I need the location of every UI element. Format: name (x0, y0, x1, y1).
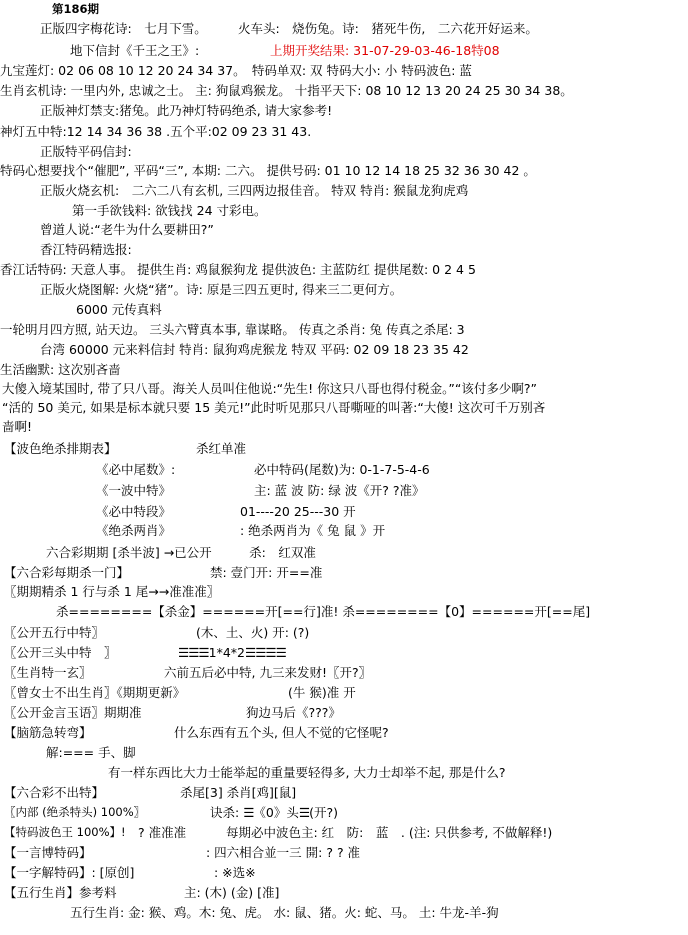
riddle-answer-1: 解:=== 手、脚 (46, 745, 136, 760)
five-element-title: 〖公开五行中特〗 (4, 625, 105, 640)
fax-title: 6000 元传真料 (76, 302, 162, 317)
kill-door-title: 【六合彩每期杀一门】 (4, 565, 130, 580)
tail-label: 《必中尾数》: (96, 462, 176, 477)
segment-label: 《必中特段》 (96, 504, 172, 519)
three-head-value-wrap (178, 644, 286, 661)
flat-envelope-title: 正版特平码信封: (40, 144, 132, 159)
inner-kill-label: 诀杀: (210, 805, 244, 820)
two-zodiac-label: 《绝杀两肖》 (96, 523, 172, 538)
wave-king-note: 每期必中波色主: 红 防: 蓝 . (注: 只供参考, 不做解释!) (226, 825, 553, 840)
character-title: 【一字解特码】: [原创] (4, 865, 135, 880)
zodiac-mystery-value: 六前五后必中特, 九三来发财!〖开?〗 (164, 665, 372, 680)
ms-zeng-value: (牛 猴)准 开 (288, 685, 356, 700)
one-wave-label: 《一波中特》 (96, 483, 172, 498)
wave-king-title: 【特码波色王 100%】! (4, 825, 126, 839)
three-head-value: 1*4*2 (208, 645, 245, 660)
taiwan-line: 台湾 60000 元来料信封 特肖: 鼠狗鸡虎猴龙 特双 平码: 02 09 18 23 35 42 (40, 342, 469, 357)
inner-kill-head: 《0》头 (253, 805, 299, 820)
humor-title: 生活幽默: 这次别吝啬 (0, 362, 121, 377)
kill-gold-line: 杀========【杀金】======开[==行]准! 杀========【0】======开[==尾] (56, 604, 591, 619)
one-wave-value: 主: 蓝 波 防: 绿 波《开? ?准》 (254, 483, 425, 498)
humor-line-2: “活的 50 美元, 如果是标本就只要 15 美元!”此时听见那只八哥嘶哑的叫著:“大傻! 这次可千万别吝 (2, 400, 546, 415)
element-zodiac-list: 五行生肖: 金: 猴、鸡。木: 兔、虎。 水: 鼠、猪。火: 蛇、马。 土: 牛龙-羊-狗 (70, 905, 499, 920)
no-special-value: 杀尾[3] 杀肖[鸡][鼠] (180, 785, 297, 800)
lamp-ban-line: 正版神灯禁支:猪兔。此乃神灯特码绝杀, 请大家参考! (40, 103, 333, 118)
no-special-title: 【六合彩不出特】 (4, 785, 105, 800)
inner-kill-title: 〖内部 (绝杀特头) 100%〗 (4, 805, 146, 819)
issue-number: 第186期 (52, 2, 100, 16)
last-result: 上期开奖结果: 31-07-29-03-46-18特08 (270, 43, 500, 58)
kill-door-value: 禁: 壹门开: 开==准 (210, 565, 323, 580)
riddle-question-2: 有一样东西比大力士能举起的重量要轻得多, 大力士却举不起, 那是什么? (108, 765, 506, 780)
humor-line-3: 啬啊! (2, 419, 33, 434)
bar-icon: ☰ (298, 805, 310, 820)
inner-kill-open: (开?) (309, 805, 338, 820)
bar-icon: ☰ (243, 805, 254, 820)
golden-words-value: 狗边马后《???》 (246, 705, 341, 720)
plum-poem-line: 正版四字梅花诗: 七月下雪。 火车头: 烧伤兔。诗: 猪死牛伤, 二六花开好运来。 (40, 21, 538, 36)
wave-kill-value: 杀红单准 (196, 441, 247, 456)
one-word-title: 【一言博特码】 (4, 845, 92, 860)
zodiac-mystery-title: 〖生肖特一玄〗 (4, 665, 92, 680)
one-word-value: : 四六相合並一三 開: ? ? 准 (206, 845, 361, 860)
element-zodiac-main: 主: (木) (金) [准] (184, 885, 280, 900)
humor-line-1: 大傻入境某国时, 带了只八哥。海关人员叫住他说:“先生! 你这只八哥也得付税金。”“该付多少啊?” (2, 381, 537, 396)
segment-value: 01----20 25---30 开 (240, 504, 356, 519)
fire-mystery-line: 正版火烧玄机: 二六二八有玄机, 三四两边报佳音。 特双 特肖: 猴鼠龙狗虎鸡 (40, 183, 469, 198)
lamp-five-line: 神灯五中特:12 14 34 36 38 .五个平:02 09 23 31 43. (0, 124, 312, 139)
wave-kill-title: 【波色绝杀排期表】 (4, 441, 117, 456)
xiangjiang-line: 香江话特码: 天意人事。 提供生肖: 鸡鼠猴狗龙 提供波色: 主蓝防红 提供尾数: 0 2 4 5 (0, 262, 476, 277)
five-element-value: (木、土、火) 开: (?) (196, 625, 310, 640)
xiangjiang-title: 香江特码精选报: (40, 242, 132, 257)
lotus-lamp-line: 九宝莲灯: 02 06 08 10 12 20 24 34 37。 特码单双: 双 特码大小: 小 特码波色: 蓝 (0, 63, 472, 78)
moon-line: 一轮明月四方照, 站天边。 三头六臂真本事, 靠谋略。 传真之杀肖: 兔 传真之杀尾: 3 (0, 322, 465, 337)
ms-zeng-title: 〖曾女士不出生肖〗《期期更新》 (4, 685, 186, 700)
special-wish-line: 特码心想要找个“催肥”, 平码“三”, 本期: 二六。 提供号码: 01 10 12 14 18 25 32 36 30 42 。 (0, 163, 536, 178)
first-hand-line: 第一手欲钱料: 欲钱找 24 寸彩电。 (72, 203, 267, 218)
bar-icon: ☰☰☰☰ (244, 645, 286, 660)
tail-value: 必中特码(尾数)为: 0-1-7-5-4-6 (254, 462, 430, 477)
element-zodiac-title: 【五行生肖】参考料 (4, 885, 117, 900)
character-value: : ※选※ (214, 865, 256, 880)
wave-king-value: ? 准准准 (138, 825, 187, 840)
envelope-title: 地下信封《千王之王》: (70, 43, 200, 58)
riddle-question-1: 什么东西有五个头, 但人不觉的它怪呢? (174, 725, 389, 740)
fire-diagram-line: 正版火烧图解: 火烧“猪”。诗: 原是三四五更时, 得来三二更何方。 (40, 282, 403, 297)
two-zodiac-value: : 绝杀两肖为《 兔 鼠 》开 (240, 523, 386, 538)
riddle-title: 【脑筋急转弯】 (4, 725, 92, 740)
precise-kill-line: 〖期期精杀 1 行与杀 1 尾→→准准准〗 (4, 584, 220, 599)
golden-words-title: 〖公开金言玉语〗期期准 (4, 705, 142, 720)
taoist-saying-line: 曾道人说:“老牛为什么要耕田?” (40, 222, 214, 237)
half-wave-line: 六合彩期期 [杀半波] →已公开 杀: 红双准 (46, 545, 316, 560)
bar-icon: ☰☰☰ (178, 645, 209, 660)
three-head-title: 〖公开三头中特 〗 (4, 645, 117, 660)
zodiac-poem-line: 生肖玄机诗: 一里内外, 忠诚之士。 主: 狗鼠鸡猴龙。 十指平天下: 08 10 12 13 20 24 25 30 34 38。 (0, 83, 573, 98)
inner-kill-value (210, 804, 338, 821)
